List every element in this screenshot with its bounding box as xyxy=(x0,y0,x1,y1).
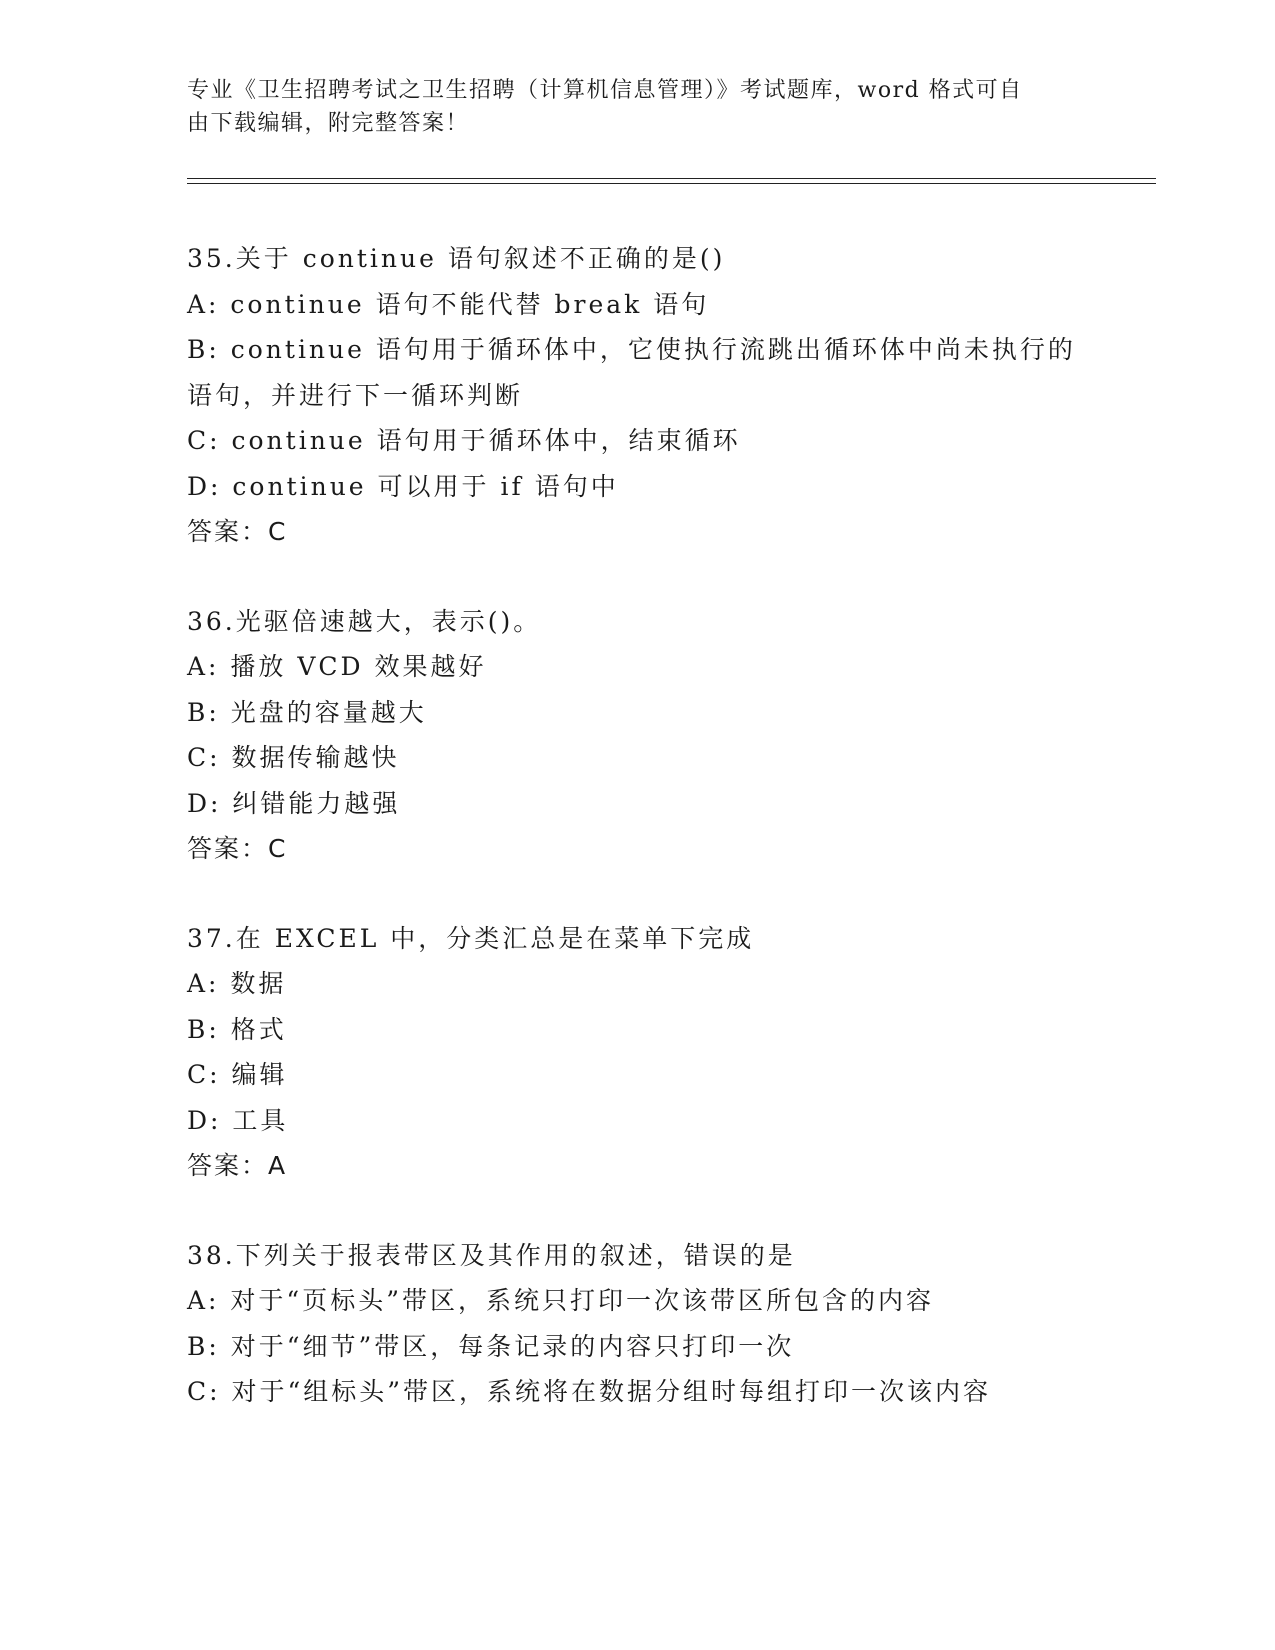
document-header xyxy=(187,74,1087,140)
question-38 xyxy=(187,1233,1087,1415)
option-b-continued: 语句，并进行下一循环判断 xyxy=(187,380,524,410)
option-d: D: 纠错能力越强 xyxy=(187,788,401,818)
option-c: C: 数据传输越快 xyxy=(187,743,400,772)
header-line-1: 专业《卫生招聘考试之卫生招聘（计算机信息管理）》考试题库，word 格式可自 xyxy=(187,78,1023,103)
header-divider-top xyxy=(187,178,1156,179)
option-a: A: continue 语句不能代替 break 语句 xyxy=(187,289,710,319)
option-a: A: 数据 xyxy=(187,969,287,998)
option-c: C: 编辑 xyxy=(187,1060,288,1089)
option-b: B: 格式 xyxy=(187,1014,287,1044)
header-divider-bottom xyxy=(187,183,1156,184)
question-stem: 35.关于 continue 语句叙述不正确的是() xyxy=(187,244,726,273)
question-36 xyxy=(187,599,1087,872)
option-c: C: 对于“组标头”带区，系统将在数据分组时每组打印一次该内容 xyxy=(187,1377,992,1406)
question-35 xyxy=(187,236,1087,555)
answer-label: 答案：C xyxy=(187,517,288,546)
option-a: A: 播放 VCD 效果越好 xyxy=(187,652,487,681)
header-line-2: 由下载编辑，附完整答案！ xyxy=(187,111,470,136)
option-d: D: continue 可以用于 if 语句中 xyxy=(187,471,619,501)
option-b: B: 对于“细节”带区，每条记录的内容只打印一次 xyxy=(187,1331,795,1361)
option-c: C: continue 语句用于循环体中，结束循环 xyxy=(187,426,741,455)
question-stem: 36.光驱倍速越大，表示()。 xyxy=(187,606,542,636)
question-37 xyxy=(187,916,1087,1189)
option-b: B: continue 语句用于循环体中，它使执行流跳出循环体中尚未执行的 xyxy=(187,335,1076,364)
option-a: A: 对于“页标头”带区，系统只打印一次该带区所包含的内容 xyxy=(187,1286,934,1315)
question-stem: 37.在 EXCEL 中，分类汇总是在菜单下完成 xyxy=(187,923,755,953)
question-stem: 38.下列关于报表带区及其作用的叙述，错误的是 xyxy=(187,1240,796,1270)
answer-label: 答案：A xyxy=(187,1151,288,1180)
question-list xyxy=(187,236,1087,1459)
option-d: D: 工具 xyxy=(187,1105,289,1135)
option-b: B: 光盘的容量越大 xyxy=(187,697,427,727)
answer-label: 答案：C xyxy=(187,834,288,863)
